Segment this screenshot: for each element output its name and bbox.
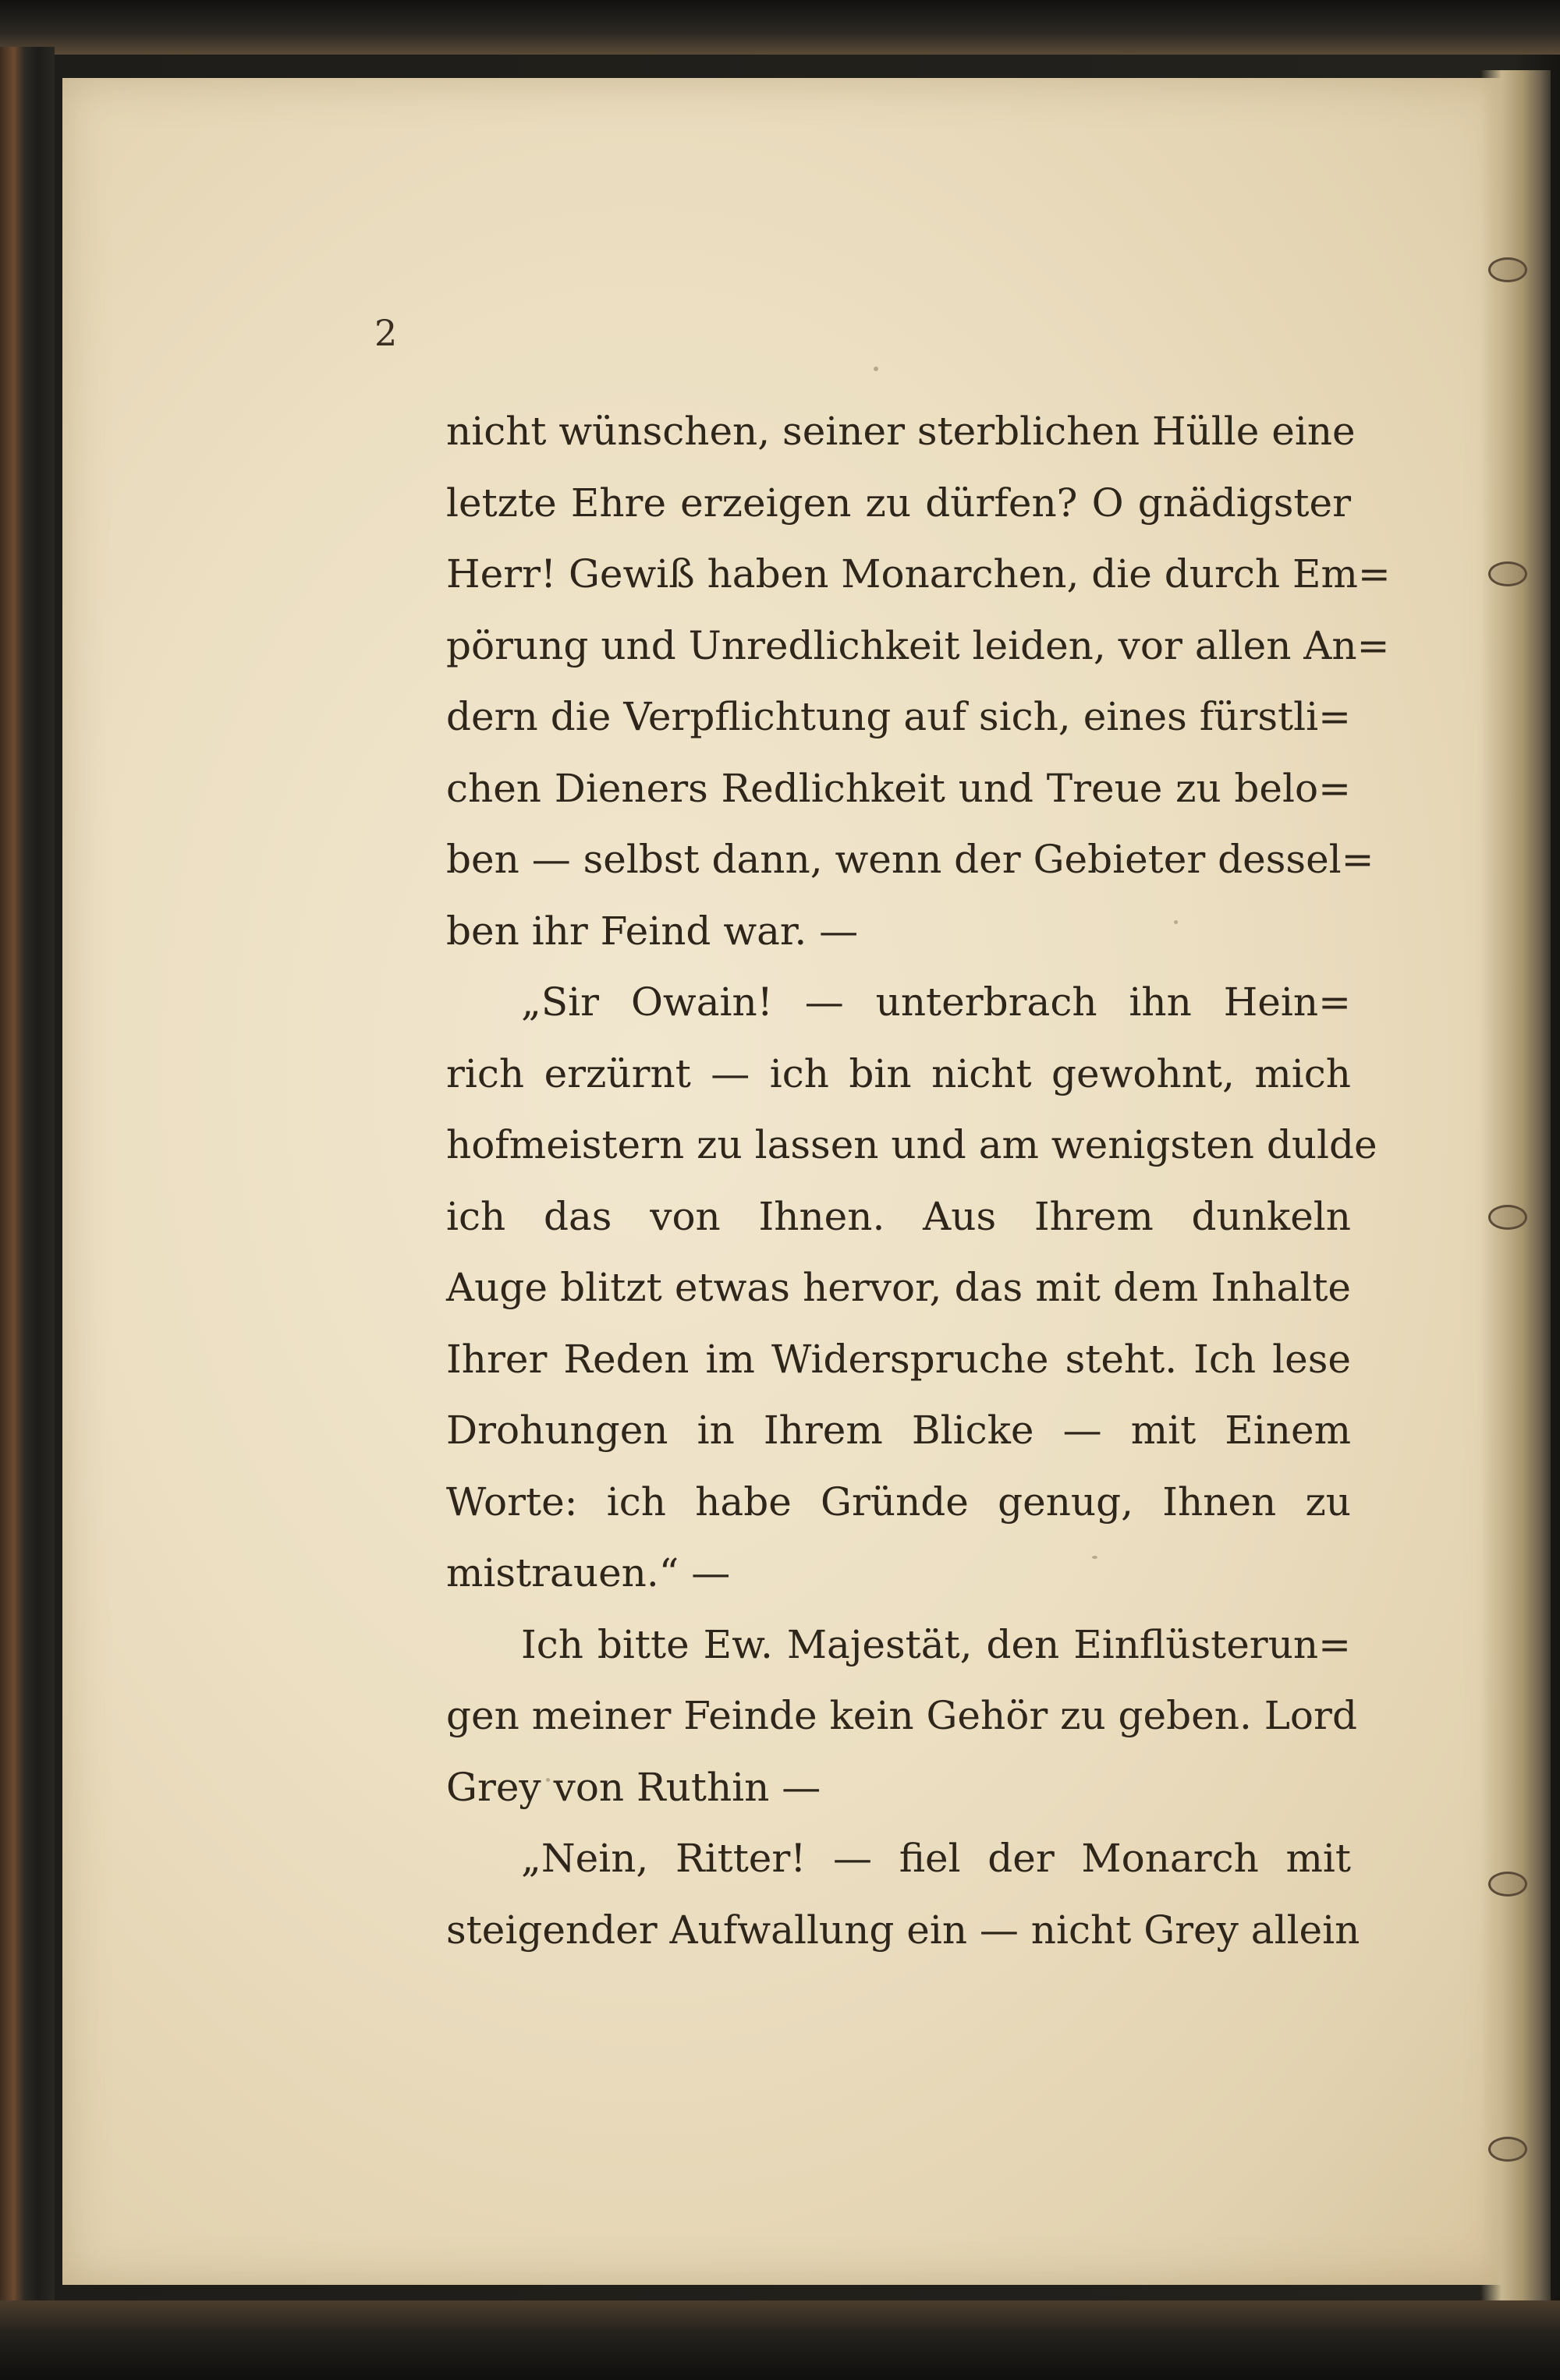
text-line: hofmeistern zu lassen und am wenigsten dulde	[446, 1122, 1377, 1167]
text-line: „Nein, Ritter! — fiel der Monarch mit	[521, 1836, 1351, 1881]
text-line: Grey von Ruthin —	[446, 1764, 821, 1810]
text-line: Worte: ich habe Gründe genug, Ihnen zu	[446, 1479, 1351, 1525]
binding-stitch-icon	[1488, 1205, 1527, 1230]
text-line: rich erzürnt — ich bin nicht gewohnt, mich	[446, 1050, 1351, 1096]
text-line: Herr! Gewiß haben Monarchen, die durch Em=	[446, 551, 1391, 597]
book-cover-bottom-edge	[0, 2300, 1560, 2380]
text-line: „Sir Owain! — unterbrach ihn Hein=	[521, 979, 1351, 1025]
text-line: pörung und Unredlichkeit leiden, vor allen An=	[446, 622, 1390, 668]
text-line: ich das von Ihnen. Aus Ihrem dunkeln	[446, 1193, 1351, 1239]
text-line: gen meiner Feinde kein Gehör zu geben. Lord	[446, 1693, 1357, 1738]
binding-stitch-icon	[1488, 257, 1527, 282]
page-number: 2	[374, 312, 398, 354]
text-line: steigender Aufwallung ein — nicht Grey allein	[446, 1907, 1360, 1953]
text-line: Drohungen in Ihrem Blicke — mit Einem	[446, 1408, 1351, 1453]
paper-speck	[874, 367, 878, 371]
text-line: ben — selbst dann, wenn der Gebieter dessel=	[446, 837, 1374, 882]
text-line: dern die Verpflichtung auf sich, eines fürstli=	[446, 694, 1351, 739]
text-line: letzte Ehre erzeigen zu dürfen? O gnädigster	[446, 480, 1351, 526]
text-line: Ich bitte Ew. Majestät, den Einflüsterun=	[521, 1621, 1351, 1667]
text-line: Auge blitzt etwas hervor, das mit dem Inhalte	[446, 1265, 1351, 1310]
book-cover-left-edge	[0, 47, 55, 2308]
text-line: ben ihr Feind war. —	[446, 908, 859, 954]
binding-stitch-icon	[1488, 1872, 1527, 1897]
text-line: Ihrer Reden im Widerspruche steht. Ich lese	[446, 1336, 1351, 1382]
body-text	[446, 396, 1391, 1966]
binding-stitch-icon	[1488, 561, 1527, 586]
text-line: nicht wünschen, seiner sterblichen Hülle eine	[446, 409, 1356, 454]
text-line: mistrauen.“ —	[446, 1550, 731, 1596]
page-gutter-edge	[1480, 70, 1551, 2300]
text-line: chen Dieners Redlichkeit und Treue zu belo=	[446, 765, 1351, 811]
book-cover-top-edge	[0, 0, 1560, 55]
binding-stitch-icon	[1488, 2137, 1527, 2162]
